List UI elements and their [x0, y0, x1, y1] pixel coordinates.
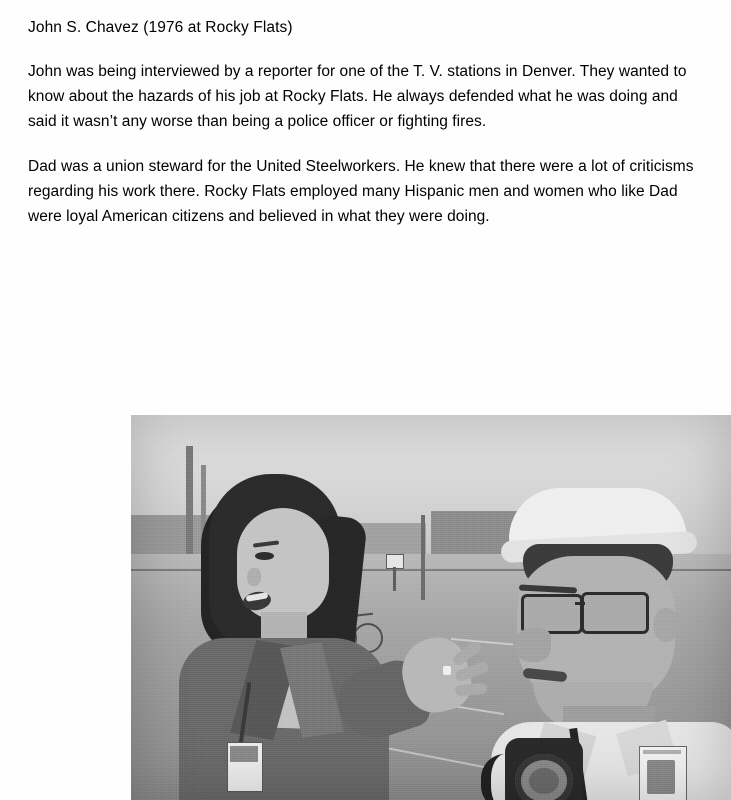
man-ear: [653, 608, 679, 642]
respirator-hose: [481, 754, 531, 800]
woman-nose: [247, 568, 261, 586]
paragraph-1: John was being interviewed by a reporter for one of the T. V. stations in Denver. They wanted to know about the hazards of his job at Rocky Flats. He always defended what he was doing and said it wasn’t any worse than being a police officer or fighting fires.: [28, 62, 687, 131]
woman-ring: [443, 666, 451, 675]
man-worker-figure: [471, 470, 731, 800]
photograph-image: [131, 415, 731, 800]
woman-reporter-figure: [151, 470, 441, 800]
woman-eye: [255, 552, 274, 560]
eyeglasses-bridge: [575, 602, 585, 605]
man-id-badge-photo: [647, 760, 675, 794]
man-nose: [513, 628, 551, 662]
page-title: John S. Chavez (1976 at Rocky Flats): [28, 19, 293, 36]
photograph: [131, 415, 731, 800]
document-text-block: [0, 0, 731, 230]
eyeglasses-icon: [581, 592, 649, 634]
paragraph-2: Dad was a union steward for the United Steelworkers. He knew that there were a lot of criticisms regarding his work there. Rocky Flats employed many Hispanic men and women who like Dad were loyal American citizens and believed in what they were doing.: [28, 158, 694, 226]
man-id-badge-line: [643, 750, 681, 754]
woman-id-badge-strip: [230, 746, 258, 762]
